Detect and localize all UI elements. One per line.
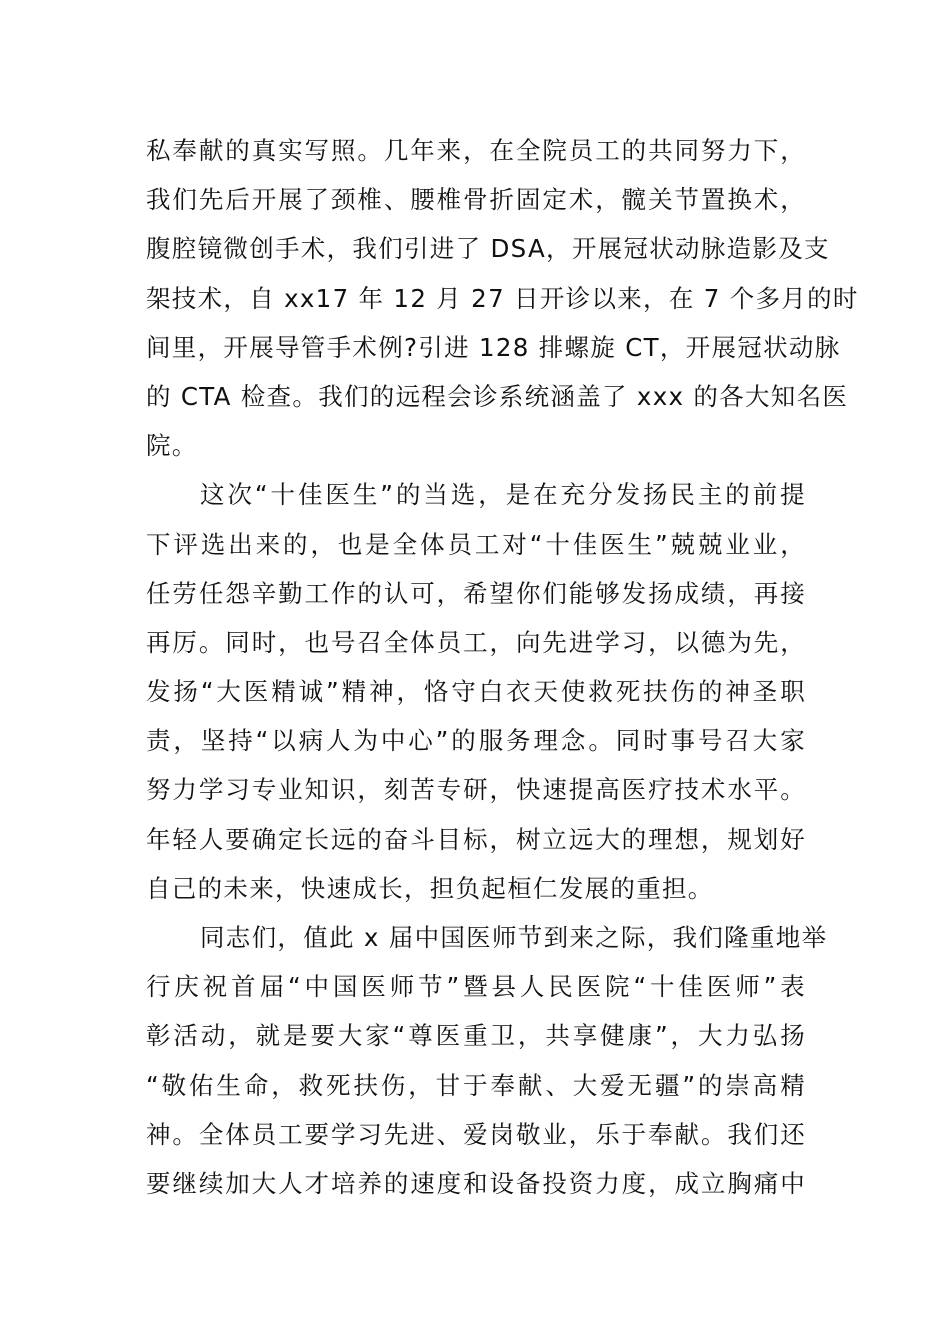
text-line: 下评选出来的，也是全体员工对“十佳医生”兢兢业业， <box>146 529 806 559</box>
text-line: 院。 <box>146 431 198 461</box>
text-line: 行庆祝首届“中国医师节”暨县人民医院“十佳医师”表 <box>146 972 806 1002</box>
document-body <box>146 126 859 1208</box>
text-line: 发扬“大医精诚”精神，恪守白衣天使救死扶伤的神圣职 <box>146 677 806 707</box>
text-line: 自己的未来，快速成长，担负起桓仁发展的重担。 <box>146 873 714 903</box>
paragraph-first-line: 这次“十佳医生”的当选，是在充分发扬民主的前提 <box>200 480 806 510</box>
text-line: 私奉献的真实写照。几年来，在全院员工的共同努力下， <box>146 136 806 165</box>
paragraph-first-line: 同志们，值此 x 届中国医师节到来之际，我们隆重地举 <box>200 923 828 952</box>
text-line: 任劳任怨辛勤工作的认可，希望你们能够发扬成绩，再接 <box>146 578 806 608</box>
text-line: 我们先后开展了颈椎、腰椎骨折固定术，髋关节置换术， <box>146 185 806 215</box>
text-line: 责，坚持“以病人为中心”的服务理念。同时事号召大家 <box>146 726 806 756</box>
text-line: 年轻人要确定长远的奋斗目标，树立远大的理想，规划好 <box>146 824 806 854</box>
text-line: 间里，开展导管手术例?引进 128 排螺旋 CT，开展冠状动脉 <box>146 332 841 362</box>
text-line: 再厉。同时，也号召全体员工，向先进学习，以德为先， <box>146 627 806 657</box>
text-line: 腹腔镜微创手术，我们引进了 DSA，开展冠状动脉造影及支 <box>146 234 830 264</box>
text-line: 神。全体员工要学习先进、爱岗敬业，乐于奉献。我们还 <box>146 1119 806 1149</box>
text-line: “敬佑生命，救死扶伤，甘于奉献、大爱无疆”的崇高精 <box>146 1070 806 1100</box>
text-line: 要继续加大人才培养的速度和设备投资力度，成立胸痛中 <box>146 1168 806 1198</box>
text-line: 彰活动，就是要大家“尊医重卫，共享健康”，大力弘扬 <box>146 1021 806 1051</box>
text-line: 的 CTA 检查。我们的远程会诊系统涵盖了 xxx 的各大知名医 <box>146 381 849 411</box>
text-line: 努力学习专业知识，刻苦专研，快速提高医疗技术水平。 <box>146 775 806 805</box>
text-line: 架技术，自 xx17 年 12 月 27 日开诊以来，在 7 个多月的时 <box>146 283 859 313</box>
